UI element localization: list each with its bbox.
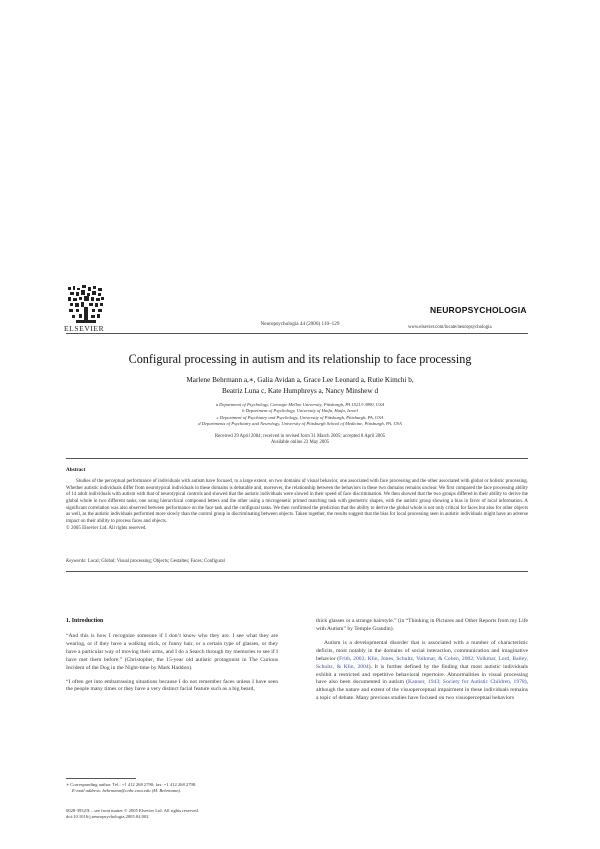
received-dates: Received 29 April 2004; received in revised form 31 March 2005; accepted 8 April 2005: [214, 434, 386, 439]
abstract-body: [66, 479, 528, 533]
affiliations: [0, 402, 600, 428]
doi-line[interactable]: doi:10.1016/j.neuropsychologia.2005.04.002: [66, 814, 149, 820]
epigraph-continuation: thick glasses or a strange hairstyle.” (in “Thinking in Pictures and Other Reports from my Life with Autism” by Temple Grandin).: [316, 618, 528, 632]
journal-url-link[interactable]: www.elsevier.com/locate/neuropsychologia: [408, 325, 492, 330]
footnote-divider: [66, 778, 136, 779]
body-paragraph: [316, 640, 528, 703]
body-text: ), although the nature and extent of the visuoperceptual impairment in these individuals remains a topic of debate. Many previous studies have focused on two visuoperceptual behaviors: [316, 679, 528, 702]
author-list: [0, 375, 600, 396]
section-heading: 1. Introduction: [66, 618, 104, 624]
affiliation: c Department of Psychiatry and Psychology, University of Pittsburgh, Pittsburgh, PA, USA: [216, 414, 384, 420]
author-line-2: Beatriz Luna c, Kate Humphreys a, Nancy Minshew d: [221, 386, 379, 395]
left-column: [66, 618, 278, 700]
abstract-top-divider: [66, 458, 528, 459]
keywords-line: [66, 559, 225, 564]
article-dates: [0, 434, 600, 447]
footnote: [66, 782, 278, 794]
keywords-label: Keywords:: [66, 559, 87, 564]
body-text: ). It is further defined by the finding that most autistic individuals exhibit a restricted and repetitive behavioral repertoire. Abnormalities in visual processing have also been documented in autism (: [316, 663, 528, 686]
affiliation: d Departments of Psychiatry and Neurology, University of Pittsburgh School of Medicine, Pittsburgh, PA, USA: [198, 421, 402, 427]
affiliation: a Department of Psychology, Carnegie Mellon University, Pittsburgh, PA 15213-3890, USA: [215, 402, 385, 407]
author-line-1: Marlene Behrmann a,∗, Galia Avidan a, Grace Lee Leonard a, Rutie Kimchi b,: [186, 376, 414, 384]
abstract-text: Studies of the perceptual performance of individuals with autism have focused, to a large extent, on two domains of visual behavior, one associated with face processing and the other associated with global or holistic processing. Whether autistic individuals differ from neurotypical individuals in these domains is debatable and, moreover, the relationship between the behaviors in these two domains remains unclear. We first compared the face processing ability of 14 adult individuals with autism with that of neurotypical controls and showed that the autistic individuals were slowed in their speed of face discrimination. We then showed that the two groups differed in their ability to derive the global whole in two different tasks, one using hierarchical compound letters and the other using a microgenetic primed matching task with geometric shapes, with the autistic group showing a bias in favor of local information. A significant correlation was also observed between performance on the face task and the configural tasks. We then confirmed the prediction that the ability to derive the global whole is not only critical for faces but also for other objects as well, as the autistic individuals performed more slowly than the control group in discriminating between objects. Taken together, the results suggest that the bias for local processing seen in autistic individuals might have an adverse impact on their ability to process faces and objects.: [66, 479, 528, 525]
issn-line: 0028-3932/$ – see front matter © 2005 Elsevier Ltd. All rights reserved.: [66, 808, 199, 813]
header-divider: [66, 333, 528, 334]
right-column: [316, 618, 528, 709]
journal-citation: Neuropsychologia 44 (2006) 110–129: [260, 321, 340, 327]
abstract-copyright: © 2005 Elsevier Ltd. All rights reserved.: [66, 525, 147, 531]
elsevier-tree-logo-icon: [66, 284, 106, 324]
publisher-logo-label: ELSEVIER: [64, 324, 105, 333]
citation-link[interactable]: Kanner, 1943; Society for Autistic Children, 1978: [408, 679, 525, 686]
keywords-values: Local; Global; Visual processing; Objects; Gestaltes; Faces; Configural: [87, 559, 225, 564]
issn-block: [66, 808, 199, 820]
article-title: Configural processing in autism and its relationship to face processing: [128, 352, 472, 366]
journal-name: NEUROPSYCHOLOGIA: [430, 305, 527, 315]
abstract-heading: Abstract: [66, 467, 86, 473]
epigraph-paragraph: “And this is how I recognize someone if I don’t know who they are. I see what they are wearing, or if they have a walking stick, or funny hair, or a certain type of glasses, or they have a particular way of moving their arms, and I do a Search through my memories to see if I have met them before.” (Christopher, the 15-year old autistic protagonist in The Curious Incident of the Dog in the Night-time by Mark Haddon).: [66, 632, 278, 671]
online-date: Available online 23 May 2005: [270, 440, 330, 446]
body-text: Autism is a developmental disorder that is associated with a number of characteristic deficits, most notably in the domains of social interaction, communication and imaginative behavior (: [316, 639, 528, 662]
email-note: E-mail address: behrmann@cnbc.cmu.edu (M. Behrmann).: [72, 788, 182, 793]
corresponding-author-note: ∗ Corresponding author. Tel.: +1 412 268 2790; fax: +1 412 268 2798.: [66, 782, 197, 787]
affiliation: b Department of Psychology, University of Haifa, Haifa, Israel: [242, 408, 358, 414]
epigraph-paragraph: “I often get into embarrassing situations because I do not remember faces unless I have seen the people many times or they have a very distinct facial feature such as a big beard,: [66, 678, 278, 693]
citation-link[interactable]: Frith, 2003; Klin, Jones, Schultz, Volkmar, & Cohen, 2002; Volkmar, Lord, Bailey, Schultz, & Klin, 2004: [316, 655, 528, 670]
abstract-bottom-divider: [66, 571, 528, 572]
